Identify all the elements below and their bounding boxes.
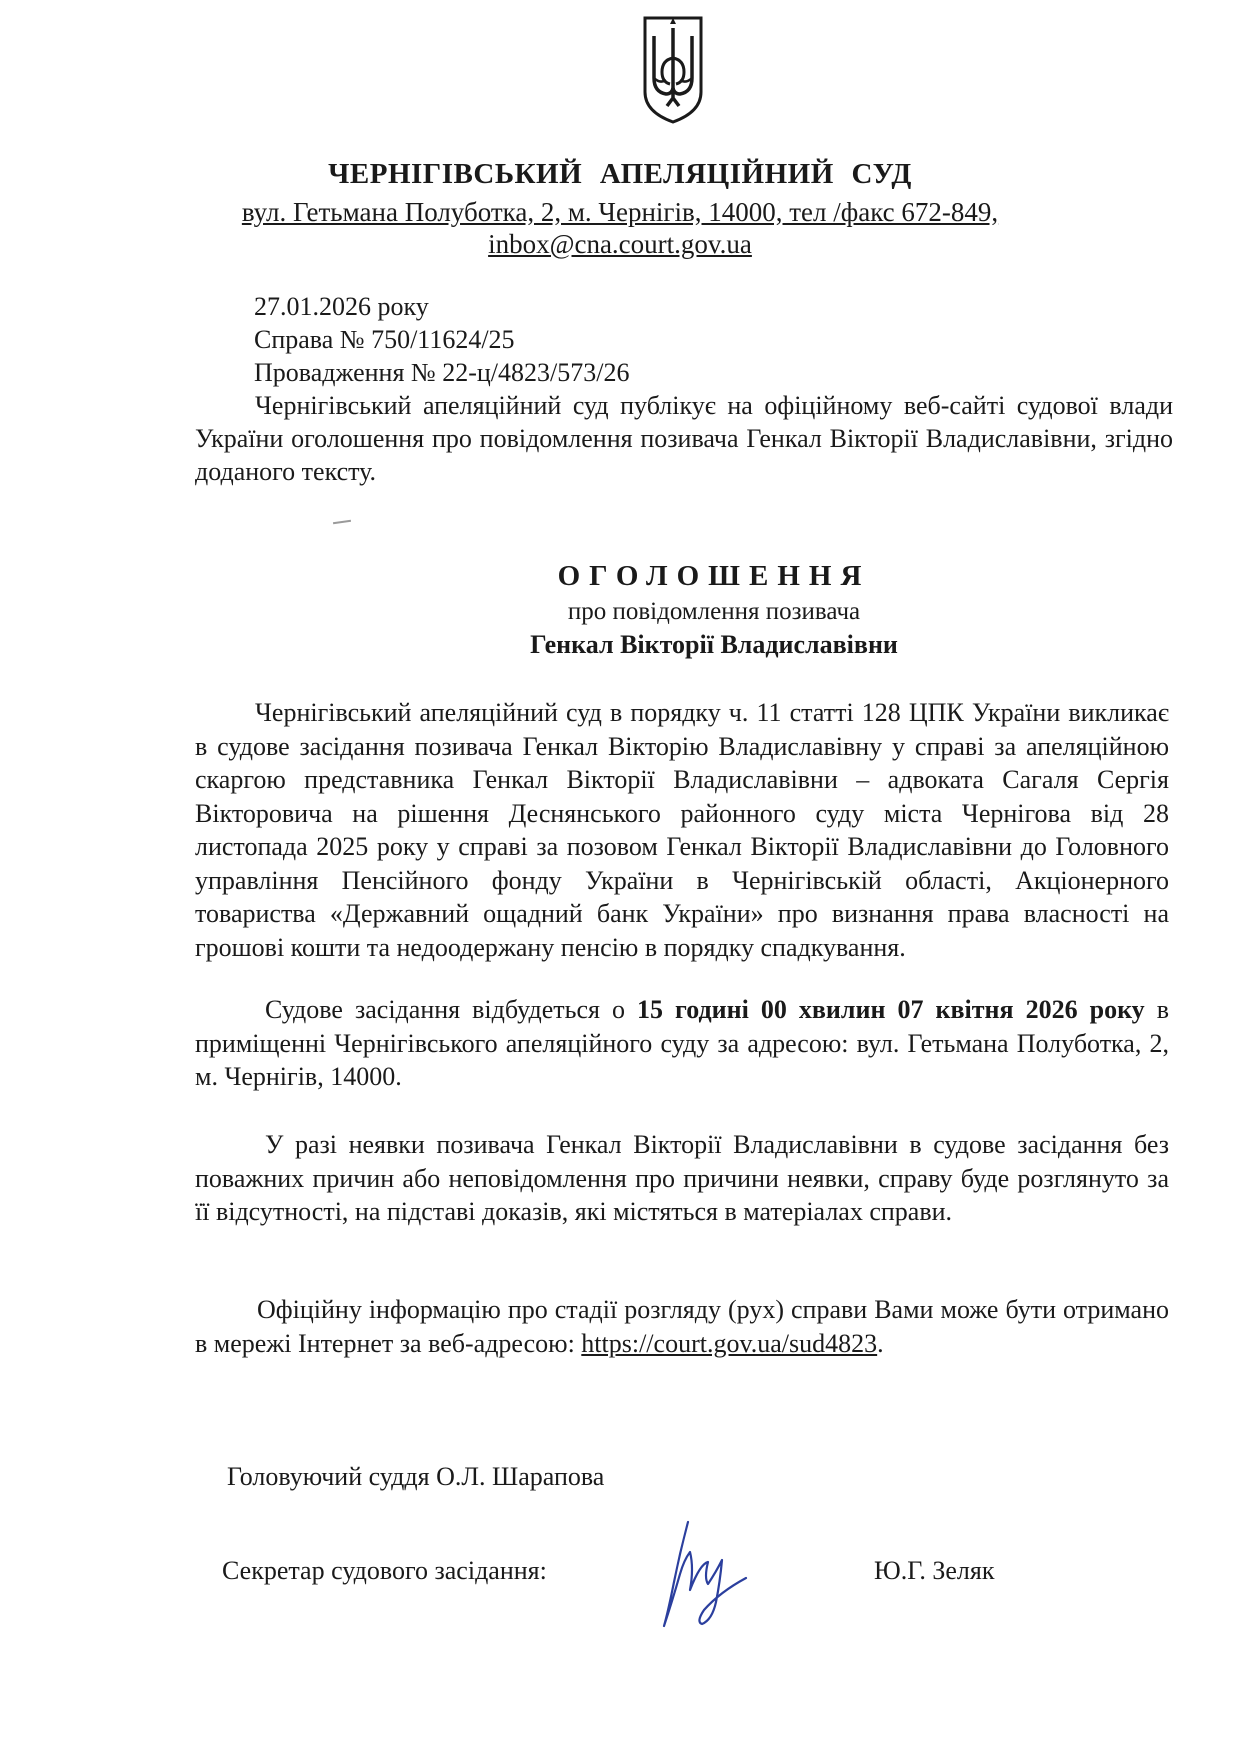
court-email: inbox@cna.court.gov.ua — [488, 229, 752, 259]
intro-paragraph: Чернігівський апеляційний суд публікує на офіційному веб-сайті судової влади України оголошення про повідомлення позивача Генкал Вікторії Владиславівни, згідно доданого тексту. — [195, 391, 1173, 486]
paragraph-hearing-time — [195, 993, 1169, 1094]
hearing-datetime: 15 годині 00 хвилин 07 квітня 2026 року — [637, 995, 1145, 1024]
case-number: Справа № 750/11624/25 — [254, 325, 515, 354]
announcement-subtitle: про повідомлення позивача — [567, 598, 861, 625]
announcement-title: ОГОЛОШЕННЯ — [557, 560, 871, 592]
document-date: 27.01.2026 року — [254, 292, 429, 321]
court-name: ЧЕРНІГІВСЬКИЙ АПЕЛЯЦІЙНИЙ СУД — [328, 158, 912, 190]
presiding-judge: Головуючий суддя О.Л. Шарапова — [227, 1462, 605, 1491]
scan-mark — [333, 520, 351, 524]
secretary-label: Секретар судового засідання: — [222, 1556, 547, 1585]
trident-emblem-icon — [640, 14, 706, 126]
hearing-text-start: Судове засідання відбудеться о — [265, 995, 638, 1024]
case-info-link[interactable]: https://court.gov.ua/sud4823 — [581, 1328, 878, 1358]
case-meta — [254, 290, 629, 389]
paragraph-absence: У разі неявки позивача Генкал Вікторії Владиславівни в судове засідання без поважних причин або неповідомлення про причини неявки, справу буде розглянуто за її відсутності, на підставі доказів, які містяться в матеріалах справи. — [195, 1130, 1169, 1226]
court-address-line: вул. Гетьмана Полуботка, 2, м. Чернігів, 14000, тел /факс 672-849, — [241, 197, 999, 227]
paragraph-summons: Чернігівський апеляційний суд в порядку ч. 11 статті 128 ЦПК України викликає в судове засідання позивача Генкал Вікторію Владиславівну у справі за апеляційною скаргою представника Генкал Вікторії Владиславівни – адвоката Сагаля Сергія Вікторовича на рішення Деснянського районного суду міста Чернігова від 28 листопада 2025 року у справі за позовом Генкал Вікторії Владиславівни до Головного управління Пенсійного фонду України в Чернігівській області, Акціонерного товариства «Державний ощадний банк України» про визнання права власності на грошові кошти та недоодержану пенсію в порядку спадкування. — [195, 698, 1169, 962]
hearing-text-end: в приміщенні Чернігівського апеляційного суду за адресою: вул. Гетьмана Полуботка, 2, м. Чернігів, 14000. — [195, 995, 1169, 1091]
info-text-end: . — [877, 1328, 884, 1358]
secretary-name: Ю.Г. Зеляк — [874, 1556, 995, 1585]
paragraph-info — [195, 1293, 1169, 1360]
announcement-person: Генкал Вікторії Владиславівни — [530, 630, 898, 659]
court-address — [0, 196, 1240, 260]
handwritten-signature — [650, 1512, 762, 1632]
proceeding-number: Провадження № 22-ц/4823/573/26 — [254, 358, 630, 387]
info-text: Офіційну інформацію про стадії розгляду (рух) справи Вами може бути отримано в мережі Інтернет за веб-адресою: — [195, 1295, 1169, 1358]
